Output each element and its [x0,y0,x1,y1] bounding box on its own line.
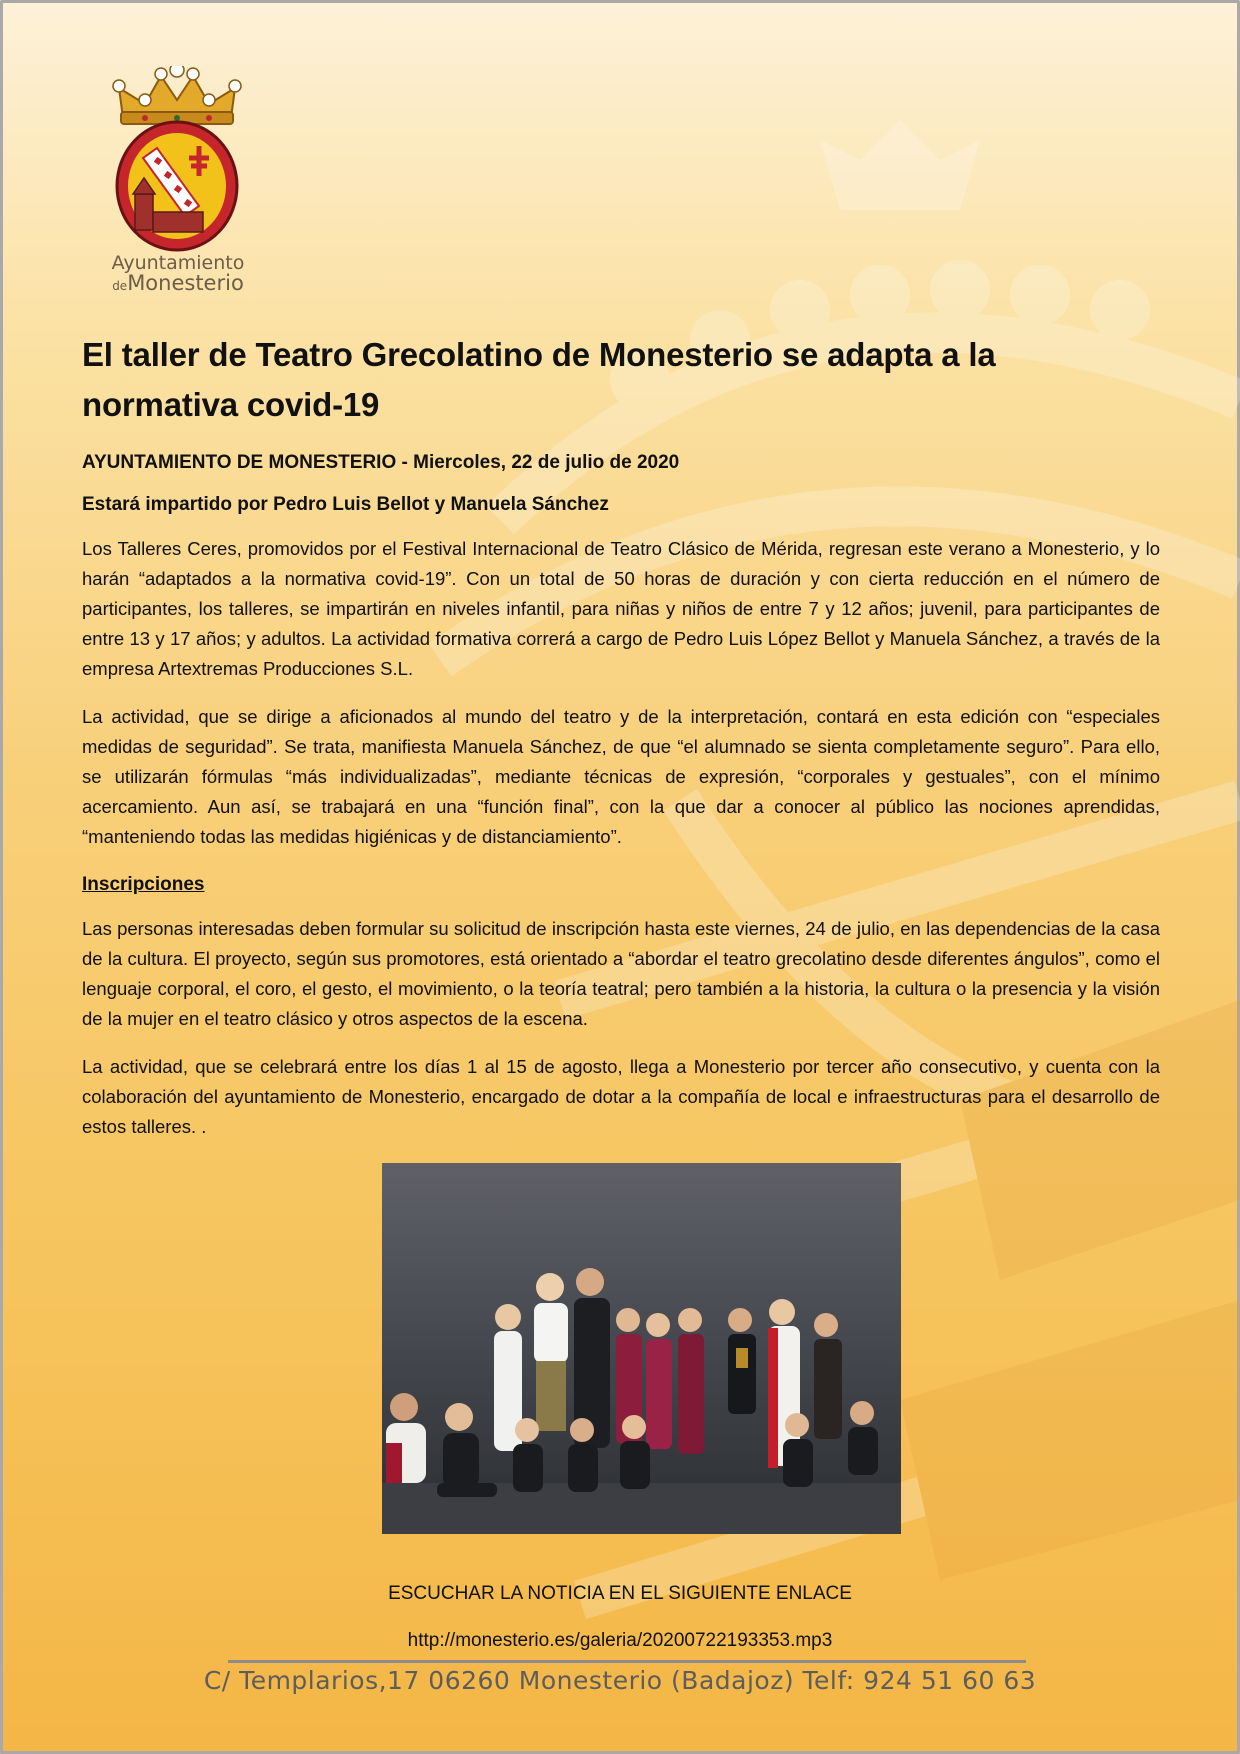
logo-caption-prefix: de [112,279,128,293]
audio-label: ESCUCHAR LA NOTICIA EN EL SIGUIENTE ENLACE [388,1583,852,1604]
article-title: El taller de Teatro Grecolatino de Monesterio se adapta a la normativa covid-19 [82,336,996,423]
footer-divider [228,1660,1026,1663]
article [82,330,1160,1142]
article-paragraph-2: La actividad, que se dirige a aficionados al mundo del teatro y de la interpretación, contará en esta edición con “especiales medidas de seguridad”. Se trata, manifiesta Manuela Sánchez, de que “el alumnado se sienta completamente seguro”. Para ello, se utilizarán fórmulas “más individualizadas”, mediante técnicas de expresión, “corporales y gestuales”, con el mínimo acercamiento. Aun así, se trabajará en una “función final”, con la que dar a conocer al público las nociones aprendidas, “manteniendo todas las medidas higiénicas y de distanciamiento”. [82,706,1160,847]
article-subtitle: Estará impartido por Pedro Luis Bellot y Manuela Sánchez [82,494,609,515]
logo-caption [108,254,248,294]
article-paragraph-3: Las personas interesadas deben formular su solicitud de inscripción hasta este viernes, 24 de julio, en las dependencias de la casa de la cultura. El proyecto, según sus promotores, está orientado a “abordar el teatro grecolatino desde diferentes ángulos”, como el lenguaje corporal, el coro, el gesto, el movimiento, o la teoría teatral; pero también a la historia, la cultura o la presencia y la visión de la mujer en el teatro clásico y otros aspectos de la escena. [82,918,1160,1029]
section-heading-inscripciones: Inscripciones [82,874,205,895]
audio-link[interactable]: http://monesterio.es/galeria/20200722193353.mp3 [407,1630,833,1651]
group-photo [382,1163,901,1534]
footer-address: C/ Templarios,17 06260 Monesterio (Badajoz) Telf: 924 51 60 63 [203,1666,1037,1695]
article-paragraph-4: La actividad, que se celebrará entre los días 1 al 15 de agosto, llega a Monesterio por tercer año consecutivo, y cuenta con la colaboración del ayuntamiento de Monesterio, encargado de dotar a la compañía de local e infraestructuras para el desarrollo de estos talleres. . [82,1056,1160,1137]
article-meta: AYUNTAMIENTO DE MONESTERIO - Miercoles, 22 de julio de 2020 [82,452,680,473]
municipality-crest-logo [105,66,250,256]
article-paragraph-1: Los Talleres Ceres, promovidos por el Festival Internacional de Teatro Clásico de Mérida, regresan este verano a Monesterio, y lo harán “adaptados a la normativa covid-19”. Con un total de 50 horas de duración y con cierta reducción en el número de participantes, los talleres, se impartirán en niveles infantil, para niñas y niños de entre 7 y 12 años; juvenil, para participantes de entre 13 y 17 años; y adultos. La actividad formativa correrá a cargo de Pedro Luis López Bellot y Manuela Sánchez, a través de la empresa Artextremas Producciones S.L. [82,538,1160,679]
logo-caption-line1: Ayuntamiento [111,252,245,274]
logo-caption-line2: Monesterio [127,271,244,295]
